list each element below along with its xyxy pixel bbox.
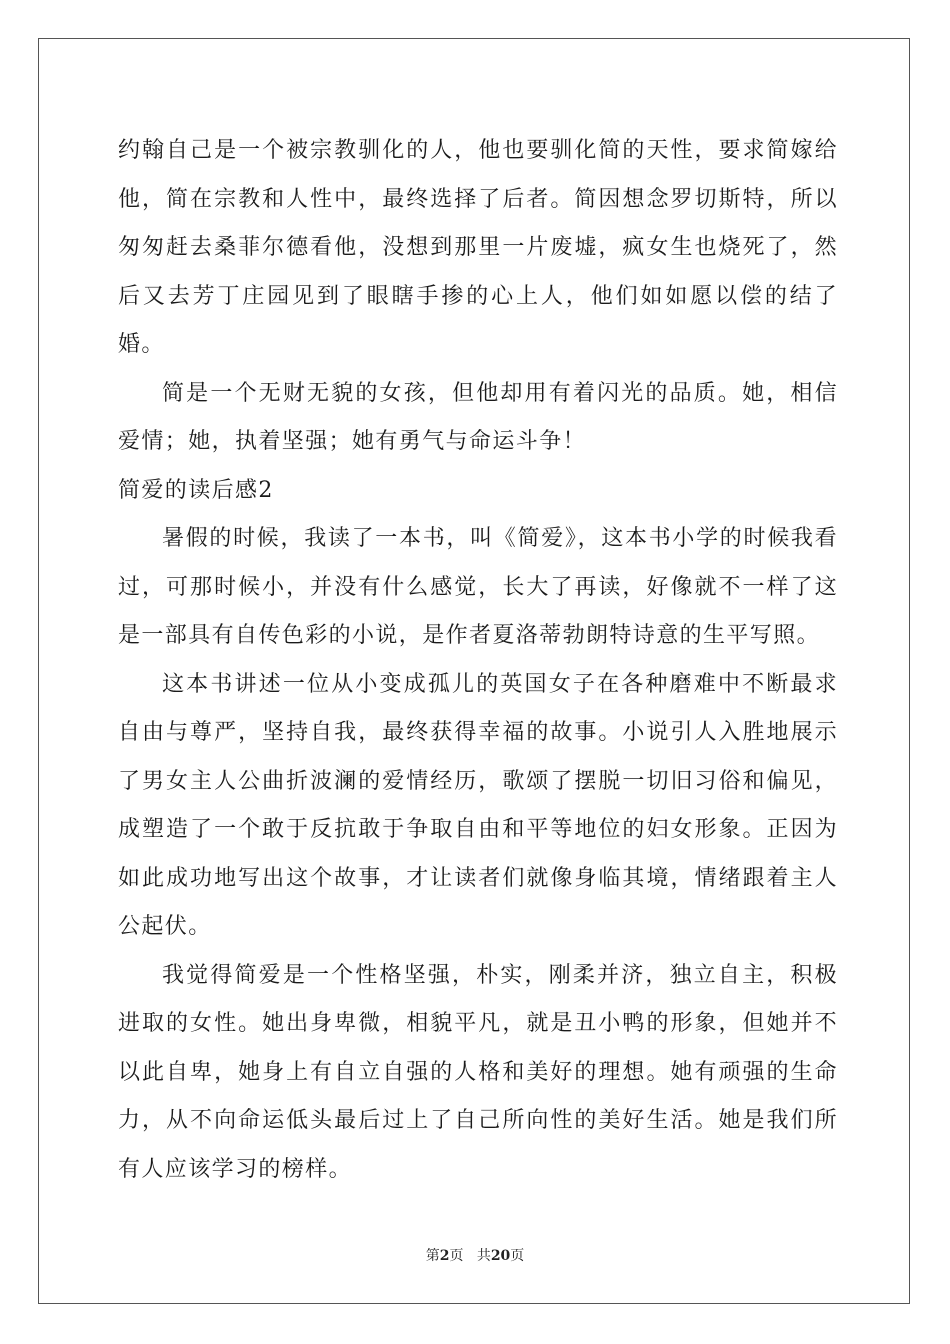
total-prefix: 共 bbox=[476, 1248, 491, 1264]
page-footer bbox=[0, 1245, 950, 1265]
total-suffix: 页 bbox=[510, 1248, 525, 1264]
paragraph-2: 简是一个无财无貌的女孩，但他却用有着闪光的品质。她，相信爱情；她，执着坚强；她有勇气与命运斗争！ bbox=[118, 380, 838, 454]
paragraph-3: 暑假的时候，我读了一本书，叫《简爱》，这本书小学的时候我看过，可那时候小，并没有什么感觉，长大了再读，好像就不一样了这是一部具有自传色彩的小说，是作者夏洛蒂勃朗特诗意的生平写照。 bbox=[118, 526, 838, 648]
page-prefix: 第 bbox=[425, 1248, 440, 1264]
page-suffix: 页 bbox=[449, 1248, 464, 1264]
page-total: 20 bbox=[490, 1248, 511, 1264]
paragraph-4: 这本书讲述一位从小变成孤儿的英国女子在各种磨难中不断最求自由与尊严，坚持自我，最终获得幸福的故事。小说引人入胜地展示了男女主人公曲折波澜的爱情经历，歌颂了摆脱一切旧习俗和偏见，成塑造了一个敢于反抗敢于争取自由和平等地位的妇女形象。正因为如此成功地写出这个故事，才让读者们就像身临其境，情绪跟着主人公起伏。 bbox=[118, 671, 838, 939]
paragraph-5: 我觉得简爱是一个性格坚强，朴实，刚柔并济，独立自主，积极进取的女性。她出身卑微，相貌平凡，就是丑小鸭的形象，但她并不以此自卑，她身上有自立自强的人格和美好的理想。她有顽强的生命力，从不向命运低头最后过上了自己所向性的美好生活。她是我们所有人应该学习的榜样。 bbox=[118, 962, 838, 1182]
document-body bbox=[118, 127, 838, 1194]
page-current: 2 bbox=[439, 1248, 450, 1264]
paragraph-1: 约翰自己是一个被宗教驯化的人，他也要驯化简的天性，要求简嫁给他，简在宗教和人性中，最终选择了后者。简因想念罗切斯特，所以匆匆赶去桑菲尔德看他，没想到那里一片废墟，疯女生也烧死了，然后又去芳丁庄园见到了眼瞎手掺的心上人，他们如如愿以偿的结了婚。 bbox=[118, 138, 838, 357]
section-heading: 简爱的读后感2 bbox=[118, 477, 274, 503]
